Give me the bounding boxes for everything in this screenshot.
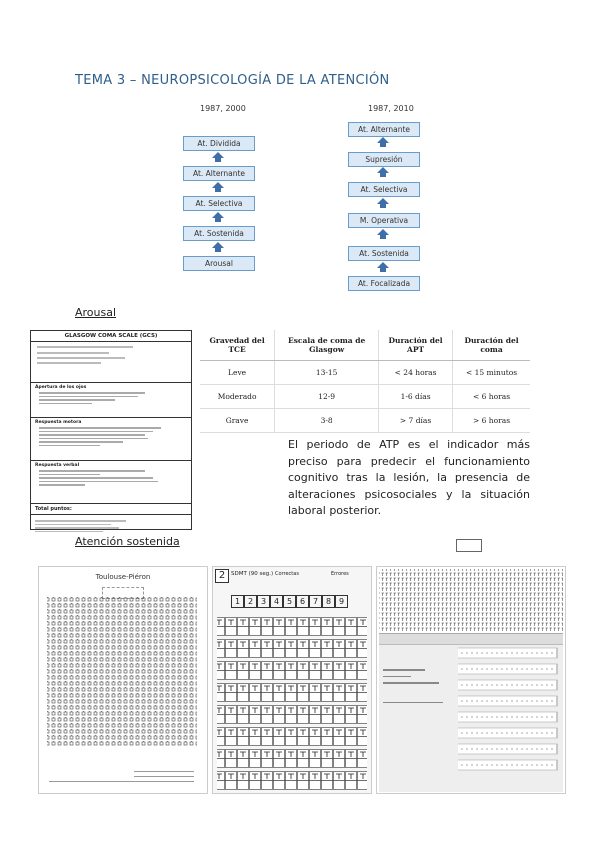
table-header-cell: Duración del APT [379, 330, 453, 361]
table-cell: < 6 horas [453, 385, 530, 409]
table-cell: > 6 horas [453, 409, 530, 433]
table-header-cell: Duración del coma [453, 330, 530, 361]
model-right-label: 1987, 2010 [368, 104, 414, 113]
gcs-total: Total puntos: [31, 504, 191, 515]
sdmt-key-digit: 7 [309, 595, 322, 608]
arrow-stem [215, 158, 221, 162]
small-frame [456, 539, 482, 552]
toulouse-title: Toulouse-Piéron [95, 573, 151, 581]
page-title: TEMA 3 – NEUROPSICOLOGÍA DE LA ATENCIÓN [75, 73, 390, 88]
sdmt-key-digit: 5 [283, 595, 296, 608]
table-cell: 1-6 días [379, 385, 453, 409]
toulouse-form-lines [134, 767, 194, 786]
gcs-title: GLASGOW COMA SCALE (GCS) [31, 331, 191, 342]
gcs-section-motor: Respuesta motora [31, 418, 191, 461]
cpt-response-rows [457, 646, 559, 776]
sdmt-correct-label: Correctas [275, 571, 299, 577]
sdmt-key-digit: 8 [322, 595, 335, 608]
sdmt-label: SDMT (90 seg.) [231, 571, 274, 577]
table-cell: 3-8 [275, 409, 379, 433]
letter-cancellation-grid [377, 567, 565, 633]
table-header-cell: Escala de coma de Glasgow [275, 330, 379, 361]
table-cell: 13-15 [275, 361, 379, 385]
sdmt-key-row [231, 595, 348, 608]
table-row [200, 385, 530, 409]
arrow-stem [215, 248, 221, 252]
arrow-stem [380, 173, 386, 177]
tce-severity-table [200, 330, 530, 433]
table-cell: Moderado [200, 385, 275, 409]
gcs-footer [31, 515, 191, 537]
sdmt-key-digit: 2 [244, 595, 257, 608]
table-cell: Leve [200, 361, 275, 385]
apt-paragraph: El periodo de ATP es el indicador más preciso para predecir el funcionamiento cognitivo tras la lesión, la presencia de alteraciones psicosociales y la situación laboral posterior. [288, 438, 530, 517]
sustained-attention-heading: Atención sostenida [75, 535, 180, 548]
model-left-box-alternating: At. Alternante [183, 166, 255, 181]
cpt-sheet-header [379, 634, 563, 645]
cpt-sheet-form [383, 664, 453, 703]
sdmt-key-digit: 6 [296, 595, 309, 608]
model-left-box-arousal: Arousal [183, 256, 255, 271]
model-right-box-alternating: At. Alternante [348, 122, 420, 137]
model-left-label: 1987, 2000 [200, 104, 246, 113]
table-cell: < 15 minutos [453, 361, 530, 385]
arrow-stem [215, 188, 221, 192]
glasgow-coma-scale-form [30, 330, 192, 530]
model-right-box-sustained: At. Sostenida [348, 246, 420, 261]
sdmt-key-digit: 4 [270, 595, 283, 608]
gcs-section-eyes: Apertura de los ojos [31, 383, 191, 418]
arousal-heading: Arousal [75, 306, 117, 319]
model-left-box-sustained: At. Sostenida [183, 226, 255, 241]
arrow-stem [215, 218, 221, 222]
model-right-box-focused: At. Focalizada [348, 276, 420, 291]
table-row [200, 409, 530, 433]
sdmt-test-image [212, 566, 372, 794]
table-header-cell: Gravedad del TCE [200, 330, 275, 361]
model-left-box-divided: At. Dividida [183, 136, 255, 151]
sdmt-number: 2 [215, 569, 229, 583]
gcs-patient-info [31, 346, 191, 383]
toulouse-symbol-grid [39, 597, 207, 767]
sdmt-key-digit: 3 [257, 595, 270, 608]
table-header-row [200, 330, 530, 361]
arrow-stem [380, 204, 386, 208]
table-cell: 12-9 [275, 385, 379, 409]
model-right-box-working-memory: M. Operativa [348, 213, 420, 228]
sdmt-key-digit: 9 [335, 595, 348, 608]
arrow-stem [380, 235, 386, 239]
sdmt-errors-label: Errores [331, 571, 349, 577]
table-cell: Grave [200, 409, 275, 433]
sdmt-symbol-rows [213, 617, 371, 794]
model-right-box-suppression: Supresión [348, 152, 420, 167]
arrow-stem [380, 143, 386, 147]
continuous-performance-test-image [376, 566, 566, 794]
arrow-stem [380, 268, 386, 272]
toulouse-pieron-test-image [38, 566, 208, 794]
table-cell: > 7 días [379, 409, 453, 433]
sdmt-key-digit: 1 [231, 595, 244, 608]
table-cell: < 24 horas [379, 361, 453, 385]
gcs-section-verbal: Respuesta verbal [31, 461, 191, 504]
model-left-box-selective: At. Selectiva [183, 196, 255, 211]
toulouse-scale-line [49, 781, 159, 782]
table-row [200, 361, 530, 385]
model-right-box-selective: At. Selectiva [348, 182, 420, 197]
cpt-sheet [379, 633, 563, 792]
